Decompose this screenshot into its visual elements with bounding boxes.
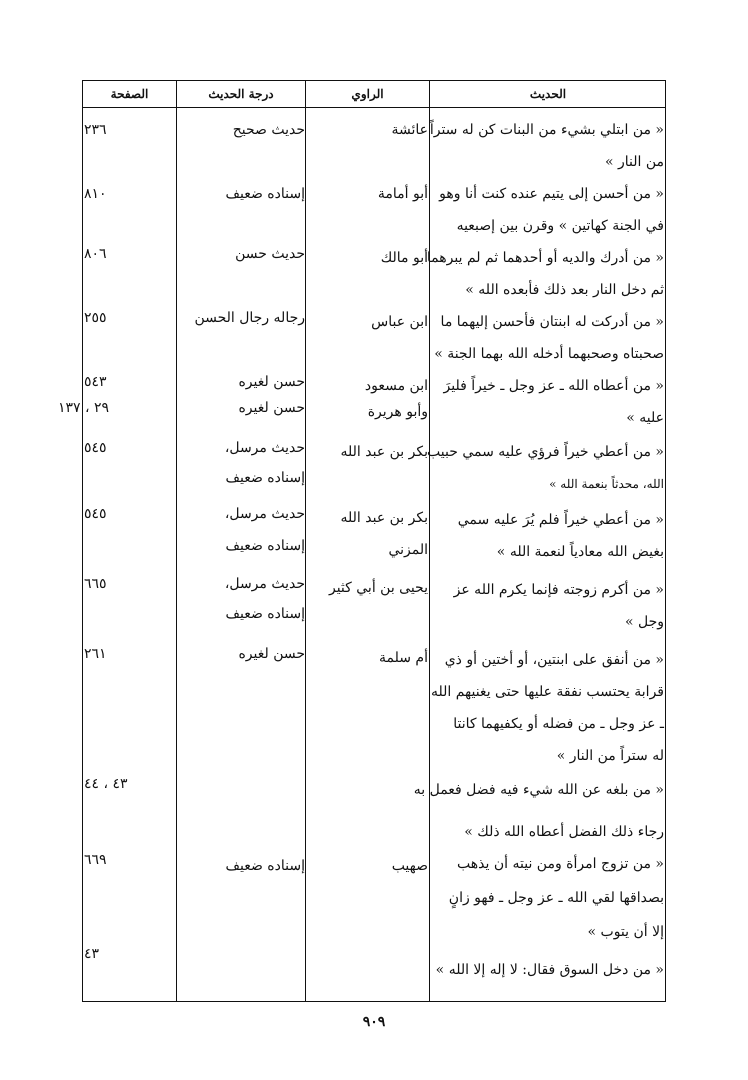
page-ref: ٨١٠ [84,186,107,202]
page-number: ٩٠٩ [362,1014,386,1030]
rawi-name: وأبو هريرة [367,404,428,420]
rawi-name: عائشة [391,122,428,138]
hadith-grade: إسناده ضعيف [225,858,305,874]
rawi-name: بكر بن عبد الله [340,444,428,460]
hadith-text: « من أكرم زوجته فإنما يكرم الله عز [453,582,664,598]
hadith-text: في الجنة كهاتين » وقرن بين إصبعيه [456,218,664,234]
hadith-text: « من أعطي خيراً فلم يُرَ عليه سمي [457,512,664,528]
header-grade: درجة الحديث [208,87,274,101]
rawi-name: صهيب [391,858,428,874]
page-ref: ٦٦٥ [84,576,107,592]
hadith-text: « من أدركت له ابنتان فأحسن إليهما ما [440,314,664,330]
page-ref: ٥٤٥ [84,506,107,522]
header-hadith: الحديث [529,87,567,101]
hadith-text: من النار » [604,154,664,170]
hadith-index-table [58,80,666,1002]
hadith-text: « من أعطي خيراً فرؤي عليه سمي حبيب [427,444,664,460]
hadith-text: « من أدرك والديه أو أحدهما ثم لم يبرهما [426,250,664,266]
hadith-text: « من أحسن إلى يتيم عنده كنت أنا وهو [439,186,664,202]
hadith-text: رجاء ذلك الفضل أعطاه الله ذلك » [464,824,664,840]
hadith-grade: إسناده ضعيف [225,470,305,486]
hadith-text: الله، محدثاً بنعمة الله » [549,477,664,491]
header-divider [82,107,666,108]
hadith-text: ـ عز وجل ـ من فضله أو يكفيهما كانتا [453,716,664,732]
hadith-text: عليه » [626,410,664,426]
page-ref: ٤٣ ، ٤٤ [84,776,128,792]
hadith-text: ثم دخل النار بعد ذلك فأبعده الله » [465,282,664,298]
page-ref: ٢٦١ [84,646,107,662]
hadith-grade: إسناده ضعيف [225,186,305,202]
table-bottom-border [82,1001,666,1002]
page-ref: ٢٥٥ [84,310,107,326]
rawi-name: أبو أمامة [377,186,428,202]
hadith-text: وجل » [624,614,664,630]
page-ref: ٥٤٣ [84,374,107,390]
hadith-text: بصداقها لقي الله ـ عز وجل ـ فهو زانٍ [448,890,664,906]
header-page: الصفحة [110,87,149,101]
rawi-name: بكر بن عبد الله [340,510,428,526]
hadith-grade: حديث صحيح [232,122,305,138]
hadith-text: « من تزوج امرأة ومن نيته أن يذهب [457,856,664,872]
hadith-text: له ستراً من النار » [556,748,664,764]
rawi-name: يحيى بن أبي كثير [328,580,428,596]
hadith-text: « من ابتلي بشيء من البنات كن له ستراً [429,122,664,138]
hadith-grade: حديث مرسل، [224,576,305,592]
hadith-grade: رجاله رجال الحسن [194,310,305,326]
hadith-text: بغيض الله معادياً لنعمة الله » [496,544,664,560]
hadith-grade: إسناده ضعيف [225,606,305,622]
page-ref: ٨٠٦ [84,246,107,262]
rawi-name: أبو مالك [380,250,428,266]
hadith-grade: حديث حسن [235,246,305,262]
hadith-text: « من أنفق على ابنتين، أو أختين أو ذي [444,652,664,668]
page-ref: ٦٦٩ [84,852,107,868]
hadith-grade: حديث مرسل، [224,506,305,522]
rawi-name: ابن مسعود [364,378,428,394]
hadith-grade: حسن لغيره [238,374,305,390]
rawi-name: ابن عباس [371,314,428,330]
rawi-name: أم سلمة [379,650,428,666]
hadith-text: إلا أن يتوب » [587,924,664,940]
hadith-text: صحبتاه وصحبهما أدخله الله بهما الجنة » [434,346,664,362]
hadith-grade: حسن لغيره [238,646,305,662]
hadith-grade: حسن لغيره [238,400,305,416]
page-ref: ٢٩ ، ١٣٧ [58,400,110,416]
hadith-text: « من بلغه عن الله شيء فيه فضل فعمل به [413,782,664,798]
hadith-text: « من دخل السوق فقال: لا إله إلا الله » [435,962,664,978]
page-ref: ٥٤٥ [84,440,107,456]
page-ref: ٤٣ [84,946,100,962]
table-top-border [82,80,666,81]
hadith-text: قرابة يحتسب نفقة عليها حتى يغنيهم الله [430,684,664,700]
page-ref: ٢٣٦ [84,122,107,138]
hadith-text: « من أعطاه الله ـ عز وجل ـ خيراً فليرَ [443,378,664,394]
hadith-grade: حديث مرسل، [224,440,305,456]
header-rawi: الراوي [351,87,384,101]
rawi-name: المزني [388,542,428,558]
hadith-grade: إسناده ضعيف [225,538,305,554]
